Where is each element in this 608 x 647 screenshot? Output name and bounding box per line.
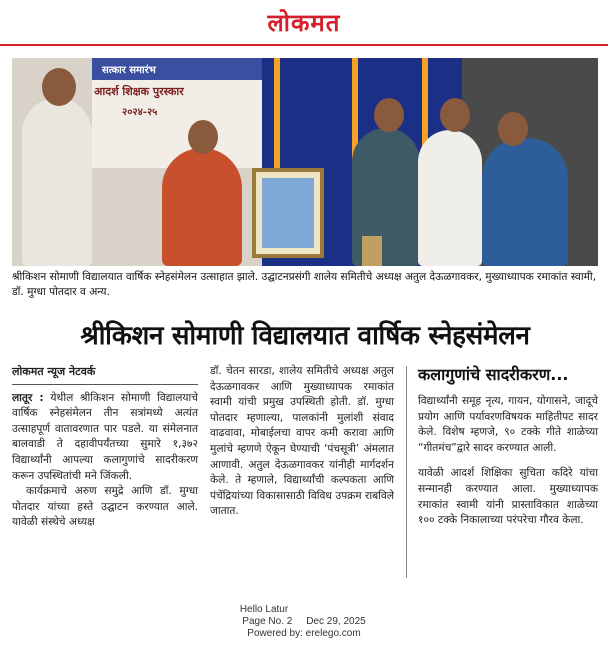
article-column-1	[12, 364, 198, 531]
lamp	[362, 236, 382, 266]
footer-powered-by: Powered by: erelego.com	[247, 628, 361, 639]
event-photo	[12, 58, 598, 266]
paragraph-text: येथील श्रीकिशन सोमाणी विद्यालयाचे वार्षिक स्नेहसंमेलन तीन सत्रांमध्ये अत्यंत उत्साहपूर्ण वातावरणात पार पडले. या संमेलनात बालवाडी ते दहावीपर्यंतच्या सुमारे १,३७२ विद्यार्थ्यांनी आपल्या कलागुणांचे सादरीकरण करून उपस्थितांची मने जिंकली.	[12, 391, 198, 482]
masthead	[0, 0, 608, 44]
banner-title: सत्कार समारंभ	[102, 65, 156, 76]
person-1	[22, 98, 92, 266]
person-2	[162, 148, 242, 266]
person-4	[418, 130, 482, 266]
paragraph: डॉ. चेतन सारडा, शालेय समितीचे अध्यक्ष अतुल देऊळगावकर आणि मुख्याध्यापक रमाकांत स्वामी यांची प्रमुख उपस्थिती होती. डॉ. मुग्धा पोतदार म्हणाल्या, पालकांनी मुलांशी संवाद वाढवावा, मोबाईलचा वापर कमी करावा आणि मुलांचे म्हणणे ऐकून घेण्याची ‘पंचसूत्री’ अंमलात आणावी. अतुल देऊळगावकर यांनीही मार्गदर्शन केले. ते म्हणाले, विद्यार्थ्यांची कल्पकता आणि पंचेंद्रियांच्या विकासासाठी विविध उपक्रम राबविले जातात.	[210, 365, 394, 518]
column-divider	[406, 366, 407, 578]
photo-caption: श्रीकिशन सोमाणी विद्यालयात वार्षिक स्नेहसंमेलन उत्साहात झाले. उद्घाटनप्रसंगी शालेय समितीचे अध्यक्ष अतुल देऊळगावकर, मुख्याध्यापक रमाकांत स्वामी, डॉ. मुग्धा पोतदार व अन्य.	[12, 271, 597, 298]
footer-edition: Hello Latur	[239, 604, 289, 615]
article-column-2	[210, 364, 394, 520]
masthead-rule	[0, 44, 608, 46]
banner-year: २०२४-२५	[122, 107, 158, 118]
paragraph: कार्यक्रमाचे अरुण समुद्रे आणि डॉ. मुग्धा पोतदार यांच्या हस्ते उद्घाटन करण्यात आले. यावेळी संस्थेचे अध्यक्ष	[12, 485, 198, 529]
paragraph: यावेळी आदर्श शिक्षिका सुचिता कदिरे यांचा सन्मानही करण्यात आला. मुख्याध्यापक रमाकांत स्वामी यांनी प्रास्ताविकात शाळेच्या १०० टक्के निकालाच्या परंपरेचा गौरव केला.	[418, 467, 598, 527]
headline: श्रीकिशन सोमाणी विद्यालयात वार्षिक स्नेहसंमेलन	[80, 321, 530, 351]
person-5	[482, 138, 568, 266]
byline-rule	[12, 384, 198, 385]
lokmat-logo: लोकमत	[267, 9, 341, 37]
footer	[0, 604, 608, 640]
subheading: कलागुणांचे सादरीकरण...	[418, 365, 569, 384]
paragraph	[12, 391, 198, 485]
footer-page-date: Page No. 2 Dec 29, 2025	[242, 616, 366, 627]
dateline: लातूर :	[12, 391, 44, 404]
paragraph: विद्यार्थ्यांनी समूह नृत्य, गायन, योगासने, जादूचे प्रयोग आणि पर्यावरणविषयक माहितीपट सादर केले. विशेष म्हणजे, ९० टक्के गीते शाळेच्या “गीतमंच”द्वारे सादर करण्यात आली.	[418, 395, 598, 454]
byline: लोकमत न्यूज नेटवर्क	[12, 365, 96, 378]
banner-subtitle: आदर्श शिक्षक पुरस्कार	[94, 85, 184, 98]
article-column-3	[418, 364, 598, 539]
